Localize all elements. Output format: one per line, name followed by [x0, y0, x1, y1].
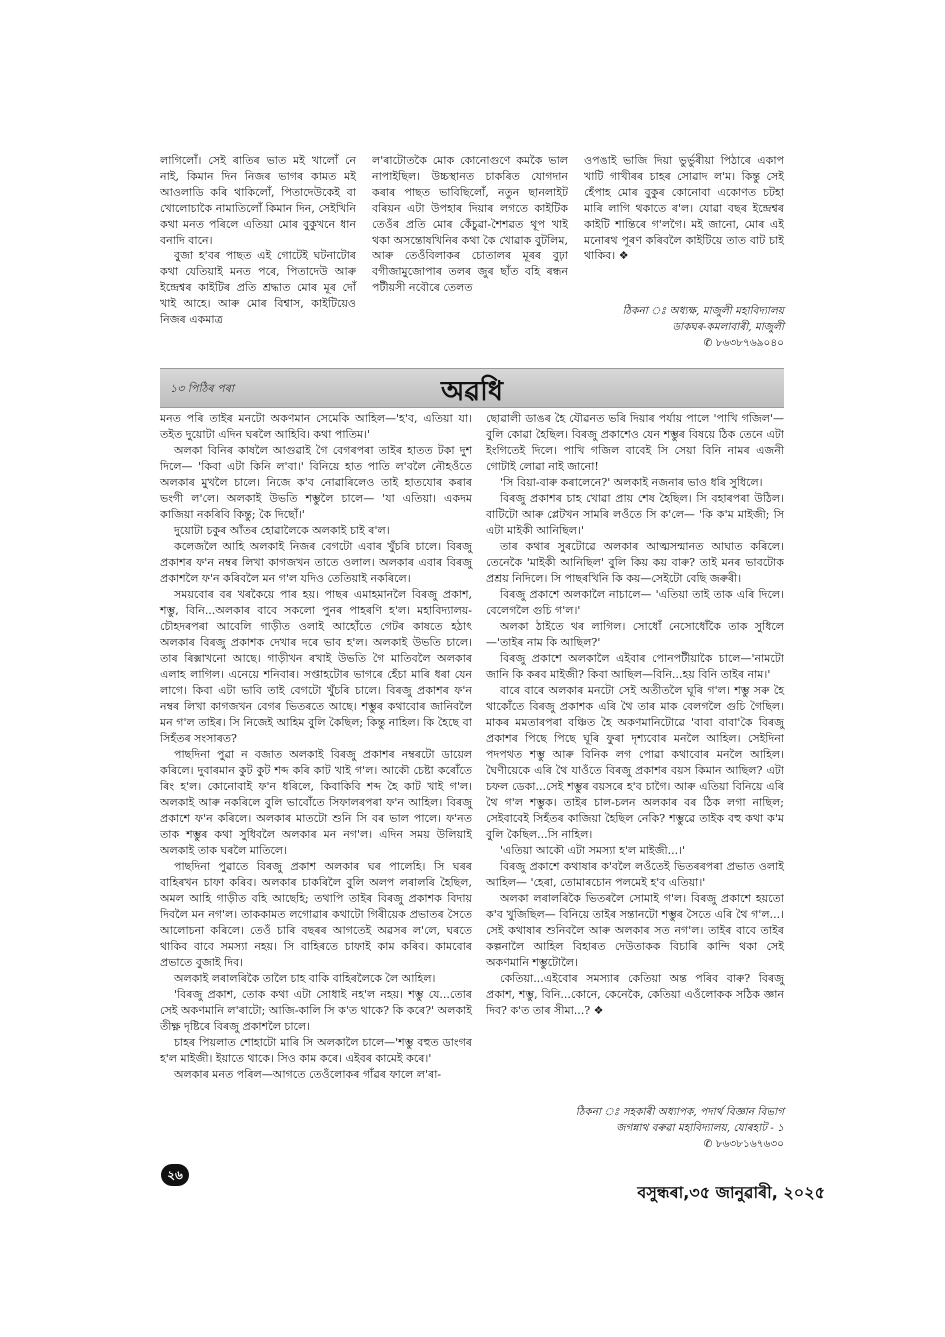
top-column-1: [160, 153, 356, 328]
paragraph: চাহৰ পিয়লাত শোহাটো মাৰি সি অলকালৈ চালে—'শম্ভু বহুত ডাংগৰ হ'ল মাইজী। ইয়াতে থাকে। সিও কাম কৰে। এইবৰ কামেই কৰে।': [160, 1036, 472, 1065]
paragraph: বিৰজু প্ৰকাশে অলকালৈ নাচালে— 'এতিয়া তাই তাক এৰি দিলে। বেলেগলৈ গুচি গ'ল।': [486, 588, 784, 617]
paragraph: লাগিলোঁ। সেই ৰাতিৰ ভাত মই খালোঁ নে নাই, কিমান দিন নিজৰ ভাগৰ কামত মই আওলাডি কৰি থাকিলোঁ, পিতাদেউকেই বা খোলোচাকৈ নামাতিলোঁ কিমান দিন, সেইখিনি কথা মনত পৰিলে এতিয়া মোৰ বুকুখনে ধান বনাদি বানে।: [160, 154, 356, 247]
paragraph: 'সি বিয়া-বাৰু কৰালেনে?' অলকাই নজনাৰ ভাও ধৰি সুধিলে।: [500, 476, 763, 489]
paragraph: বিৰজু প্ৰকাশে অলকালৈ এইবাৰ পোনপটীয়াকৈ চালে—'নামটো জানি কি কৰব মাইজী? কিবা আছিল—বিনি...হয় বিনি তাইৰ নাম।': [486, 652, 784, 681]
paragraph: পাছদিনা পুৱাতে বিৰজু প্ৰকাশ অলকাৰ ঘৰ পালেহি। সি ঘৰৰ বাহিৰখন চাফা কৰিব। অলকাৰ চাকৰিলৈ বুলি অলপ লৰালৰি হৈছিল, অমল আহি গাড়ীত বহি আছেহি; তথাপি তাইৰ বিৰজু প্ৰকাশক বিদায় দিবলৈ মন নগ'ল। তাককামত লগোৱাৰ কথাটো গিৰীয়েক প্ৰভাতৰ সৈতে আলোচনা কৰিলে। তেওঁ চাৰি বছৰৰ আগতেই অৱসৰ ল'লে, ঘৰতে থাকিব বাবে সমস্যা নহয়। সি বাহিৰতে চাফাই কাম কৰিব। কামবোৰ প্ৰভাতে বুজাই দিব।: [160, 860, 472, 969]
main-column-1: [160, 411, 472, 1083]
top-column-2: [372, 153, 568, 296]
story-title: অৱধি: [440, 376, 504, 407]
paragraph: অলকাই লৰালৰিকৈ তালৈ চাহ বাকি বাহিৰলৈকে লৈ আহিল।: [174, 972, 436, 985]
paragraph: ছোৱালী ডাঙৰ হৈ যৌৱনত ভৰি দিয়াৰ পৰ্যায় পালে 'পাখি গজিল'—বুলি কোৱা হৈছিল। বিৰজু প্ৰকাশেও যেন শম্ভুৰ বিষয়ে ঠিক তেনে এটা ইংগিতেই দিলে। পাখি গজিল বাবেই সি সেয়া বিনি নামৰ এজনী গোটাই লোৱা নাই জানো!: [486, 412, 784, 473]
address-line: ডাকঘৰ-কমলাবাৰী, মাজুলী: [672, 321, 784, 333]
phone-number: ✆ ৮৬৩৮১৬৭৬৩০: [703, 1138, 784, 1150]
paragraph: 'এতিয়া আকৌ এটা সমস্যা হ'ল মাইজী...।': [500, 844, 686, 857]
continued-from-label: ১৩ পিঠিৰ পৰা: [170, 382, 234, 395]
paragraph: কেতিয়া...এইবোৰ সমস্যাৰ কেতিয়া অন্ত পৰিব বাৰু? বিৰজু প্ৰকাশ, শম্ভু, বিনি...কোনে, কেনেকৈ, কেতিয়া এওঁলোকক সঠিক জ্ঞান দিব? ক'ত তাৰ সীমা...? ❖: [486, 972, 784, 1017]
magazine-name-date: বসুন্ধৰা,৩৫ জানুৱাৰী, ২০২৫: [637, 1183, 825, 1202]
author-address-2: [486, 1104, 784, 1152]
paragraph: অলকাৰ মনত পৰিল—আগতে তেওঁলোকৰ গাঁৱৰ ফালে ল'ৰা-: [174, 1068, 442, 1081]
paragraph: বিৰজু প্ৰকাশৰ চাহ খোৱা প্ৰায় শেষ হৈছিল। সি বহাৰপৰা উঠিল। বাটিটো আৰু প্লেটখন সামৰি লওঁতে সি ক'লে— 'কি ক'ম মাইজী; সি এটা মাইকী আনিছিল।': [486, 492, 784, 537]
paragraph: কলেজলৈ আহি অলকাই নিজৰ বেগটো এবাৰ খুঁচৰি চালে। বিৰজু প্ৰকাশৰ ফ'ন নম্বৰ লিখা কাগজখন তাতে ওলাল। অলকাৰ এবাৰ বিৰজু প্ৰকাশলৈ ফ'ন কৰিবলৈ মন গ'ল যদিও তেতিয়াই নকৰিলে।: [160, 540, 472, 585]
paragraph: তাৰ কথাৰ সুৰটোৱে অলকাৰ আত্মসন্মানত আঘাত কৰিলে। তেনেকৈ 'মাইকী আনিছিল' বুলি কিয় কয় বাৰু? তাই মনৰ ভাবটোক প্ৰশ্ৰয় নিদিলে। সি পাছৰখিনি কি কয়—সেইটো বেছি জৰুৰী।: [486, 540, 784, 585]
paragraph: বুজা হ'বৰ পাছত এই গোটেই ঘটনাটোৰ কথা যেতিয়াই মনত পৰে, পিতাদেউ আৰু ইন্দ্ৰেশ্বৰ কাইটিৰ প্ৰতি শ্ৰদ্ধাত মোৰ মূৰ দোঁ খাই আহে। আৰু মোৰ বিশ্বাস, কাইটিয়েও নিজৰ একমাত্ৰ: [160, 249, 356, 327]
main-column-2: [486, 411, 784, 1019]
author-address-1: [584, 303, 784, 351]
section-banner: [160, 368, 784, 408]
paragraph: বাৰে বাৰে অলকাৰ মনটো সেই অতীতলৈ ঘূৰি গ'ল। শম্ভু সৰু হৈ থাকোঁতে বিৰজু প্ৰকাশক এৰি থৈ তাৰ মাক বেলগলৈ গুচি গৈছিল। মাকৰ মমতাৰপৰা বঞ্চিত হৈ অকণমানিটোৱে 'বাবা বাবা'কৈ বিৰজু প্ৰকাশৰ পিছে পিছে ঘূৰি ফুৰা দৃশ্যবোৰ মনলৈ আহিল। সেইদিনা পদপথত শম্ভু আৰু বিনিক লগ পোৱা কথাবোৰ মনলৈ আহিল। ঘৈণীয়েকে এৰি থৈ যাওঁতে বিৰজু প্ৰকাশৰ বয়স কিমান আছিল? এটা চফল ডেকা...সেই শম্ভুৰ বয়সৰে হ'ব চাগৈ। আৰু এতিয়া বিনিয়ে এৰি থৈ গ'ল শম্ভুক। তাইৰ চাল-চলন অলকাৰ বৰ ঠিক লগা নাছিল; সেইবাবেই সিহঁতৰ কাজিয়া হৈছিল নেকি? শম্ভুৱে তাইক বহু কথা ক'ম বুলি কৈছিল...সি নাহিল।: [486, 684, 784, 841]
paragraph: দুয়োটা চকুৰ আঁতৰ হোৱালৈকে অলকাই চাই ৰ'ল।: [174, 524, 390, 537]
paragraph: অলকা ঠাইতে থৰ লাগিল। সোধোঁ নেসোধোঁকৈ তাক সুধিলে—'তাইৰ নাম কি আছিল?': [486, 620, 784, 649]
page-number-badge: ২৬: [161, 1164, 189, 1186]
phone-number: ✆ ৮৬৩৮৭৬৯০৪০: [703, 337, 784, 349]
paragraph: পাছদিনা পুৱা ন বজাত অলকাই বিৰজু প্ৰকাশৰ নম্বৰটো ডায়েল কৰিলে। দুবাৰমান কুট কুট শব্দ কৰি কাট খাই গ'ল। আকৌ চেষ্টা কৰোঁতে ৰিং হ'ল। কোনোবাই ফ'ন ধৰিলে, কিবাকিবি শব্দ হৈ কাট খাই গ'ল। অলকাই আৰু নকৰিলে বুলি ভাবোঁতে সিফালৰপৰা ফ'ন আহিল। বিৰজু প্ৰকাশে ফ'ন কৰিলে। অলকাৰ মাতটো শুনি সি বৰ ভাল পালে। ফ'নত তাক শম্ভুৰ কথা সুধিবলৈ অলকাৰ মন নগ'ল। এদিন সময় উলিয়াই অলকাই তাক ঘৰলৈ মাতিলে।: [160, 748, 472, 857]
paragraph: 'বিৰজু প্ৰকাশ, তোক কথা এটা সোধাই নহ'ল নহয়। শম্ভু যে...তোৰ সেই অকণমানি ল'ৰাটো; আজি-কালি সি ক'ত থাকে? কি কৰে?' অলকাই তীক্ষ্ণ দৃষ্টিৰে বিৰজু প্ৰকাশলৈ চালে।: [160, 988, 472, 1033]
paragraph: বিৰজু প্ৰকাশে কথাষাৰ ক'বলৈ লওঁতেই ভিতৰৰপৰা প্ৰভাত ওলাই আহিল— 'হেৰা, তোমাৰচোন পলমেই হ'ব এতিয়া।': [486, 860, 784, 889]
paragraph: ওপঙাই ভাজি দিয়া ভুৰ্ভুৰীয়া পিঠাৰে একাপ খাটি গাখীৰৰ চাহৰ সোৱাদ ল'ম। কিন্তু সেই হেঁপাহ মোৰ বুকুৰ কোনোবা একোণত চটহা মাৰি লাগি থকাতে ৰ'ল। যোৱা বছৰ ইন্দ্ৰেশ্বৰ কাইটি শান্তিৰে গ'লগৈ। মই জানো, মোৰ এই মনোৰথ পূৰণ কৰিবলৈ কাইটিয়ে তাত বাট চাই থাকিব। ❖: [584, 154, 784, 263]
paragraph: ল'ৰাটোতকৈ মোক কোনোগুণে কমকৈ ভাল নাপাইছিল। উচ্চস্থানত চাকৰিত যোগদান কৰাৰ পাছত ভাবিছিলোঁ, নতুন ছানলাইট বৰিয়ন এটা উপহাৰ দিয়াৰ লগতে কাইটিক তেওঁৰ প্ৰতি মোৰ কেঁচুৱা-শৈশৱত থূপ খাই থকা অসন্তোষখিনিৰ কথা কৈ খোৱাক বুটলিম, আৰু তেওঁবিলাকৰ চোতালৰ মূৰৰ বুঢ়া বগীজামুজোপাৰ তলৰ জুৰ ছাঁত বহি ৰন্ধন পটীয়সী নবৌৰে তেলত: [372, 154, 568, 295]
paragraph: সময়বোৰ বৰ খৰকৈয়ে পাৰ হয়। পাছৰ এমাহমানলৈ বিৰজু প্ৰকাশ, শম্ভু, বিনি...অলকাৰ বাবে সকলো পুনৰ পাহৰণি হ'ল। মহাবিদ্যালয়-চৌহদৰপৰা আবেলি গাড়ীত ওলাই আহোঁতে গেটৰ কাষতে হঠাৎ অলকাৰ বিৰজু প্ৰকাশক দেখাৰ দৰে ভাব হ'ল। অলকাই উভতি চালে। তাৰ ৰিক্সাখনো আছে। গাড়ীখন ৰখাই উভতি গৈ মাতিবলৈ অলকাৰ এলাহ লাগিল। এনেয়ে শনিবাৰ। সপ্তাহটোৰ ভাগৰে হেঁচা মাৰি ধৰা যেন লাগে। কিবা এটা ভাবি তাই বেগটো খুঁচৰি চালে। বিৰজু প্ৰকাশৰ ফ'ন নম্বৰ লিখা কাগজখন বেগৰ ভিতৰতে আছে। শম্ভুৰ কথাবোৰ জানিবলৈ মন গ'ল তাইৰ। সি নিজেই আহিম বুলি কৈছিল; কিন্তু নাহিল। কি হৈছে বা সিহঁতৰ সংসাৰত?: [160, 588, 472, 745]
paragraph: মনত পৰি তাইৰ মনটো অকণমান সেমেকি আহিল—'হ'ব, এতিয়া যা। তইত দুয়োটা এদিন ঘৰলৈ আহিবি। কথা পাতিম।': [160, 412, 472, 441]
paragraph: অলকা বিনিৰ কাষলৈ আগুৱাই গৈ বেগৰপৰা তাইৰ হাতত টকা দুশ দিলে— 'কিবা এটা কিনি ল'বা।' বিনিয়ে হাত পাতি ল'বলৈ নৌহওঁতে অলকাৰ মুখলৈ চালে। নিজে ক'ব নোৱাৰিলেও তাই হাতযোৰ কৰাৰ ভংগী ল'লে। অলকাই উভতি শম্ভুলৈ চালে— 'যা এতিয়া। একদম কাজিয়া নকৰিবি কিন্তু; কৈ দিছোঁ।': [160, 444, 472, 521]
paragraph: অলকা লৰালৰিকৈ ভিতৰলৈ সোমাই গ'ল। বিৰজু প্ৰকাশে হয়তো ক'ব খুজিছিল— বিনিয়ে তাইৰ সন্তানটো শম্ভুৰ সৈতে এৰি থৈ গ'ল...। সেই কথাষাৰ শুনিবলৈ আৰু অলকাৰ সত নগ'ল। তাইৰ বাবে তাইৰ কল্পনালৈ আহিল বিহাৰত দেউতাকক বিচাৰি কান্দি থকা সেই অকণমানি শম্ভুটোলৈ।: [486, 892, 784, 969]
address-line: ঠিকনা ঃ সহকাৰী অধ্যাপক, পদাৰ্থ বিজ্ঞান বিভাগ: [575, 1106, 784, 1118]
address-line: জগন্নাথ বৰুৱা মহাবিদ্যালয়, যোৰহাট - ১: [616, 1122, 784, 1134]
top-column-3: [584, 153, 784, 264]
address-line: ঠিকনা ঃ অধ্যক্ষ, মাজুলী মহাবিদ্যালয়: [622, 305, 784, 317]
